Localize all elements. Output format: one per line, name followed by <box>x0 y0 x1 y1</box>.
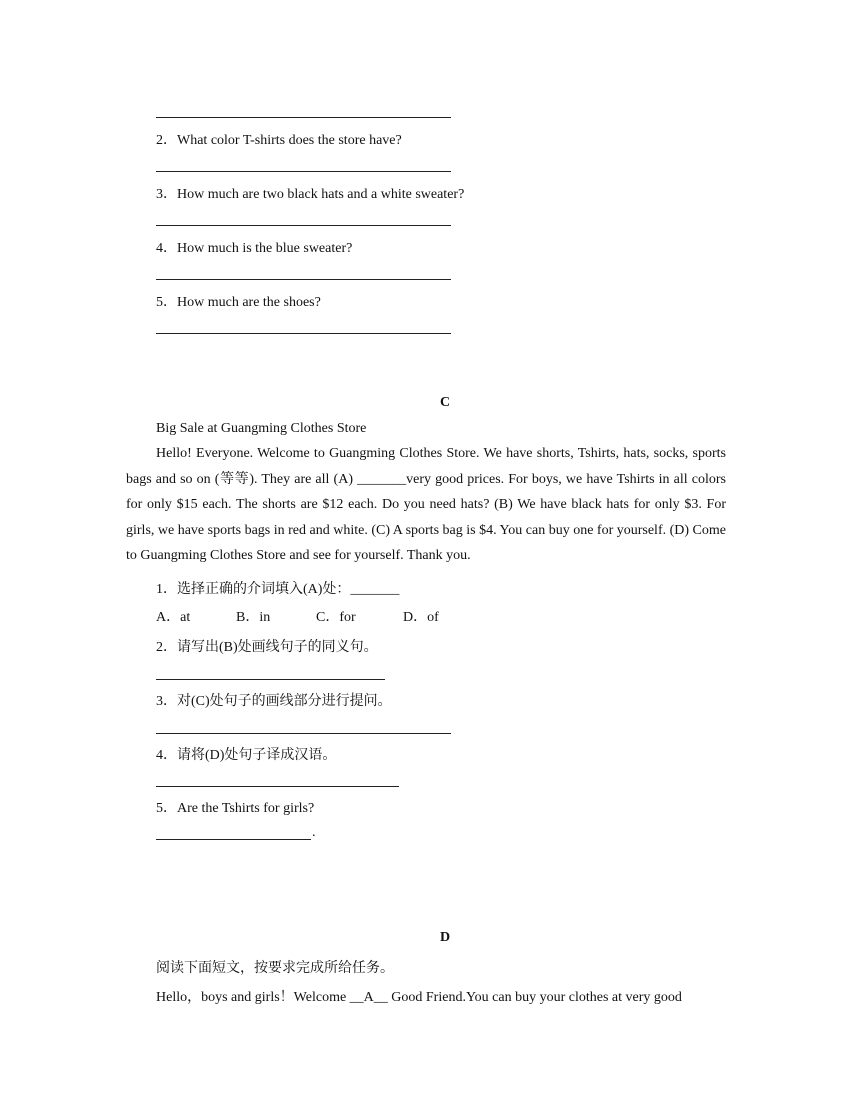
section-d-heading: D <box>439 930 451 945</box>
question-c1: 1．选择正确的介词填入(A)处：_______ <box>156 582 400 597</box>
answer-line-c4[interactable] <box>156 786 399 787</box>
answer-line-b3[interactable] <box>156 225 451 226</box>
option-b[interactable]: B．in <box>236 610 271 625</box>
answer-line-b5[interactable] <box>156 333 451 334</box>
option-c[interactable]: C．for <box>316 610 356 625</box>
answer-line-c2[interactable] <box>156 679 385 680</box>
section-d-passage-start: Hello，boys and girls！Welcome __A__ Good Friend.You can buy your clothes at very good <box>156 990 682 1005</box>
question-c5: 5．Are the Tshirts for girls? <box>156 801 315 816</box>
question-b3: 3．How much are two black hats and a white sweater? <box>156 187 465 202</box>
section-d-instruction: 阅读下面短文，按要求完成所给任务。 <box>156 961 394 976</box>
answer-line-b4[interactable] <box>156 279 451 280</box>
answer-line-c5[interactable] <box>156 839 311 840</box>
question-c3: 3．对(C)处句子的画线部分进行提问。 <box>156 694 392 709</box>
section-c-heading: C <box>439 395 451 410</box>
question-b5: 5．How much are the shoes? <box>156 295 321 310</box>
answer-line-c5-period: . <box>312 825 316 840</box>
section-c-title: Big Sale at Guangming Clothes Store <box>156 421 367 436</box>
question-b4: 4．How much is the blue sweater? <box>156 241 353 256</box>
answer-line-c3[interactable] <box>156 733 451 734</box>
answer-line-b2[interactable] <box>156 171 451 172</box>
answer-line-b1[interactable] <box>156 117 451 118</box>
option-a[interactable]: A．at <box>156 610 191 625</box>
question-b2: 2．What color T-shirts does the store have? <box>156 133 402 148</box>
question-c2: 2．请写出(B)处画线句子的同义句。 <box>156 640 378 655</box>
question-c4: 4．请将(D)处句子译成汉语。 <box>156 748 337 763</box>
option-d[interactable]: D．of <box>403 610 439 625</box>
section-c-passage: Hello! Everyone. Welcome to Guangming Clothes Store. We have shorts, Tshirts, hats, socks, sports bags and so on (等等). They are all (A) _______very good prices. For boys, we have Tshirts in all colors for only $15 each. The shorts are $12 each. Do you need hats? (B) We have black hats for only $3. For girls, we have sports bags in red and white. (C) A sports bag is $4. You can buy one for yourself. (D) Come to Guangming Clothes Store and see for yourself. Thank you. <box>126 446 726 563</box>
